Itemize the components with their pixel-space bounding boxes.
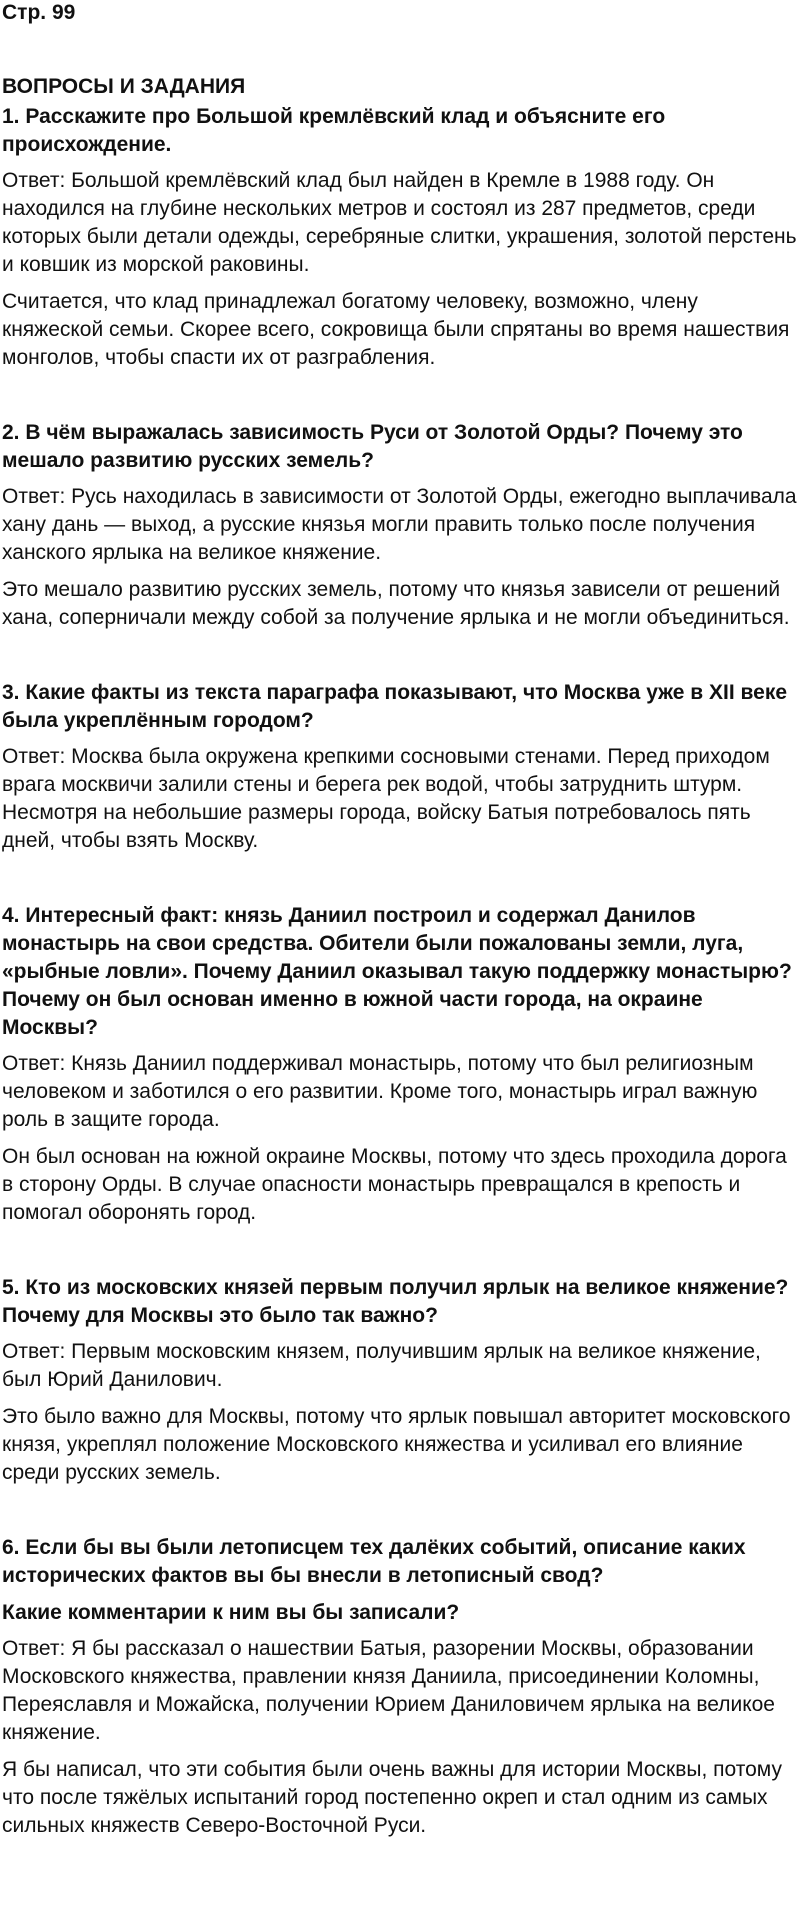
page-number: Стр. 99 — [2, 1, 76, 24]
question-text: 3. Какие факты из текста параграфа показывают, что Москва уже в XII веке была укреплённым городом? — [2, 681, 788, 732]
question-text: 6. Если бы вы были летописцем тех далёких событий, описание каких исторических фактов вы бы внесли в летописный свод? — [2, 1536, 746, 1587]
question-text: 2. В чём выражалась зависимость Руси от Золотой Орды? Почему это мешало развитию русских земель? — [2, 421, 743, 472]
answer-paragraph: Ответ: Москва была окружена крепкими сосновыми стенами. Перед приходом врага москвичи залили стены и берега рек водой, чтобы затруднить штурм. Несмотря на небольшие размеры города, войску Батыя потребовалось пять дней, чтобы взять Москву. — [2, 745, 770, 852]
answer-paragraph: Это мешало развитию русских земель, потому что князья зависели от решений хана, соперничали между собой за получение ярлыка и не могли объединиться. — [2, 578, 790, 629]
answer-paragraph: Ответ: Большой кремлёвский клад был найден в Кремле в 1988 году. Он находился на глубине нескольких метров и состоял из 287 предметов, среди которых были детали одежды, серебряные слитки, украшения, золотой перстень и ковшик из морской раковины. — [2, 169, 797, 276]
answer-paragraph: Ответ: Русь находилась в зависимости от Золотой Орды, ежегодно выплачивала хану дань — выход, а русские князья могли править только после получения ханского ярлыка на великое княжение. — [2, 485, 797, 564]
section-title: ВОПРОСЫ И ЗАДАНИЯ — [2, 75, 246, 98]
question-text: 4. Интересный факт: князь Даниил построил и содержал Данилов монастырь на свои средства. Обители были пожалованы земли, луга, «рыбные ловли». Почему Даниил оказывал такую поддержку монастырю? Почему он был основан именно в южной части города, на окраине Москвы? — [2, 904, 792, 1039]
answer-paragraph: Считается, что клад принадлежал богатому человеку, возможно, члену княжеской семьи. Скорее всего, сокровища были спрятаны во время нашествия монголов, чтобы спасти их от разграбления. — [2, 290, 790, 369]
answer-paragraph: Это было важно для Москвы, потому что ярлык повышал авторитет московского князя, укреплял положение Московского княжества и усиливал его влияние среди русских земель. — [2, 1405, 791, 1484]
qa-item-1 — [2, 103, 800, 372]
qa-item-2 — [2, 419, 800, 632]
answer-paragraph: Ответ: Князь Даниил поддерживал монастырь, потому что был религиозным человеком и заботился о его развитии. Кроме того, монастырь играл важную роль в защите города. — [2, 1052, 758, 1131]
qa-item-4 — [2, 902, 800, 1227]
question-text: Какие комментарии к ним вы бы записали? — [2, 1601, 460, 1624]
answer-paragraph: Ответ: Я бы рассказал о нашествии Батыя, разорении Москвы, образовании Московского княжества, правлении князя Даниила, присоединении Коломны, Переяславля и Можайска, получении Юрием Даниловичем ярлыка на великое княжение. — [2, 1637, 775, 1744]
answer-paragraph: Ответ: Первым московским князем, получившим ярлык на великое княжение, был Юрий Данилович. — [2, 1340, 761, 1391]
answer-paragraph: Он был основан на южной окраине Москвы, потому что здесь проходила дорога в сторону Орды. В случае опасности монастырь превращался в крепость и помогал оборонять город. — [2, 1145, 787, 1224]
question-text: 1. Расскажите про Большой кремлёвский клад и объясните его происхождение. — [2, 105, 666, 156]
qa-item-6 — [2, 1534, 800, 1840]
qa-item-5 — [2, 1274, 800, 1487]
qa-item-3 — [2, 679, 800, 855]
answer-paragraph: Я бы написал, что эти события были очень важны для истории Москвы, потому что после тяжёлых испытаний город постепенно окреп и стал одним из самых сильных княжеств Северо-Восточной Руси. — [2, 1758, 782, 1837]
question-text: 5. Кто из московских князей первым получил ярлык на великое княжение? Почему для Москвы это было так важно? — [2, 1276, 789, 1327]
